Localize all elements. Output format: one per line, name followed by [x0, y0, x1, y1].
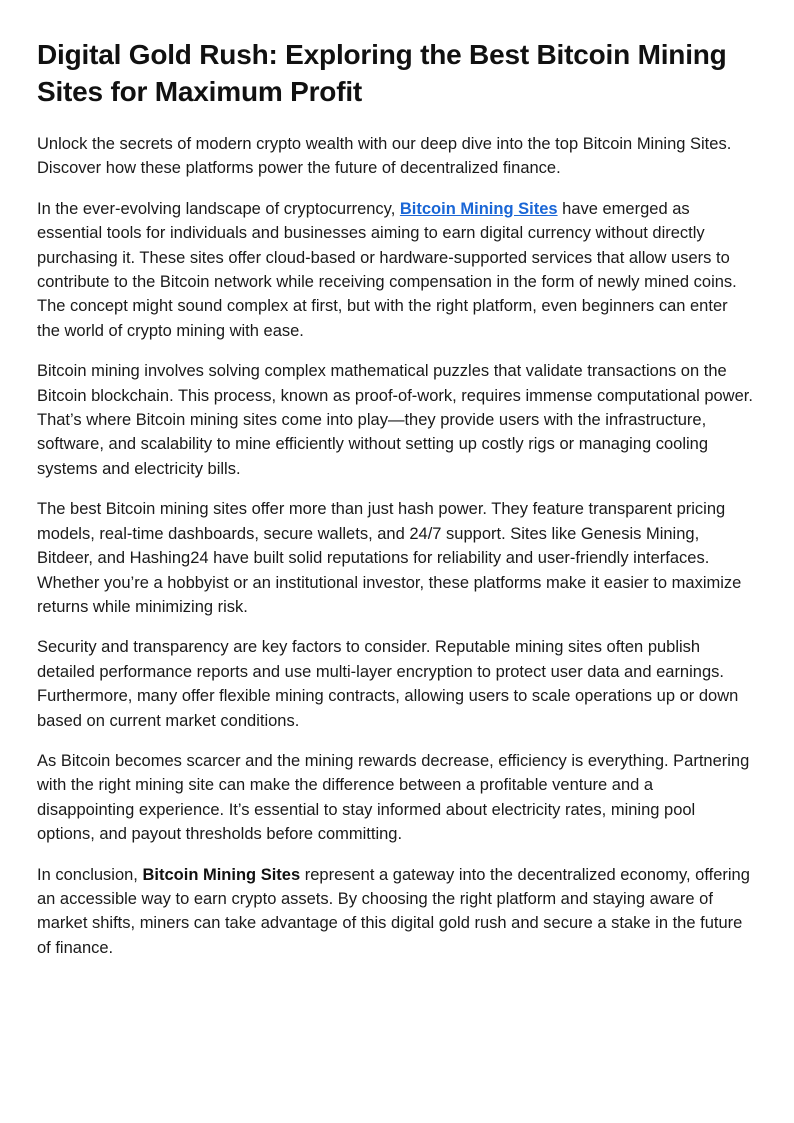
paragraph-3: The best Bitcoin mining sites offer more than just hash power. They feature transparent pricing models, real-time dashboards, secure wallets, and 24/7 support. Sites like Genesis Mining, Bitdeer, and Hashing24 have built solid reputations for reliability and user-friendly interfaces. Whether you’re a hobbyist or an institutional investor, these platforms make it easier to maximize returns while minimizing risk.	[37, 500, 742, 616]
paragraph-5: As Bitcoin becomes scarcer and the mining rewards decrease, efficiency is everything. Partnering with the right mining site can make the difference between a profitable venture and a disappointing experience. It’s essential to stay informed about electricity rates, mining pool options, and payout thresholds before committing.	[37, 751, 750, 844]
paragraph-1	[37, 197, 753, 343]
article	[37, 36, 753, 976]
paragraph-6-before: In conclusion,	[37, 865, 143, 884]
paragraph-1-before: In the ever-evolving landscape of cryptocurrency,	[37, 199, 400, 218]
paragraph-1-after: have emerged as essential tools for individuals and businesses aiming to earn digital currency without directly purchasing it. These sites offer cloud-based or hardware-supported services that allow users to contribute to the Bitcoin network while receiving compensation in the form of newly mined coins. The concept might sound complex at first, but with the right platform, even beginners can enter the world of crypto mining with ease.	[37, 199, 737, 340]
article-title: Digital Gold Rush: Exploring the Best Bitcoin Mining Sites for Maximum Profit	[37, 39, 727, 107]
paragraph-6	[37, 863, 753, 961]
paragraph-6-after: represent a gateway into the decentralized economy, offering an accessible way to earn crypto assets. By choosing the right platform and staying aware of market shifts, miners can take advantage of this digital gold rush and secure a stake in the future of finance.	[37, 865, 750, 957]
paragraph-2: Bitcoin mining involves solving complex mathematical puzzles that validate transactions on the Bitcoin blockchain. This process, known as proof-of-work, requires immense computational power. That’s where Bitcoin mining sites come into play—they provide users with the infrastructure, software, and scalability to mine efficiently without setting up costly rigs or managing cooling systems and electricity bills.	[37, 362, 753, 478]
bitcoin-mining-sites-link[interactable]: Bitcoin Mining Sites	[399, 199, 558, 218]
bitcoin-mining-sites-bold: Bitcoin Mining Sites	[142, 865, 301, 884]
article-intro: Unlock the secrets of modern crypto wealth with our deep dive into the top Bitcoin Mining Sites. Discover how these platforms power the future of decentralized finance.	[37, 135, 732, 178]
paragraph-4: Security and transparency are key factors to consider. Reputable mining sites often publish detailed performance reports and use multi-layer encryption to protect user data and earnings. Furthermore, many offer flexible mining contracts, allowing users to scale operations up or down based on current market conditions.	[37, 638, 739, 730]
